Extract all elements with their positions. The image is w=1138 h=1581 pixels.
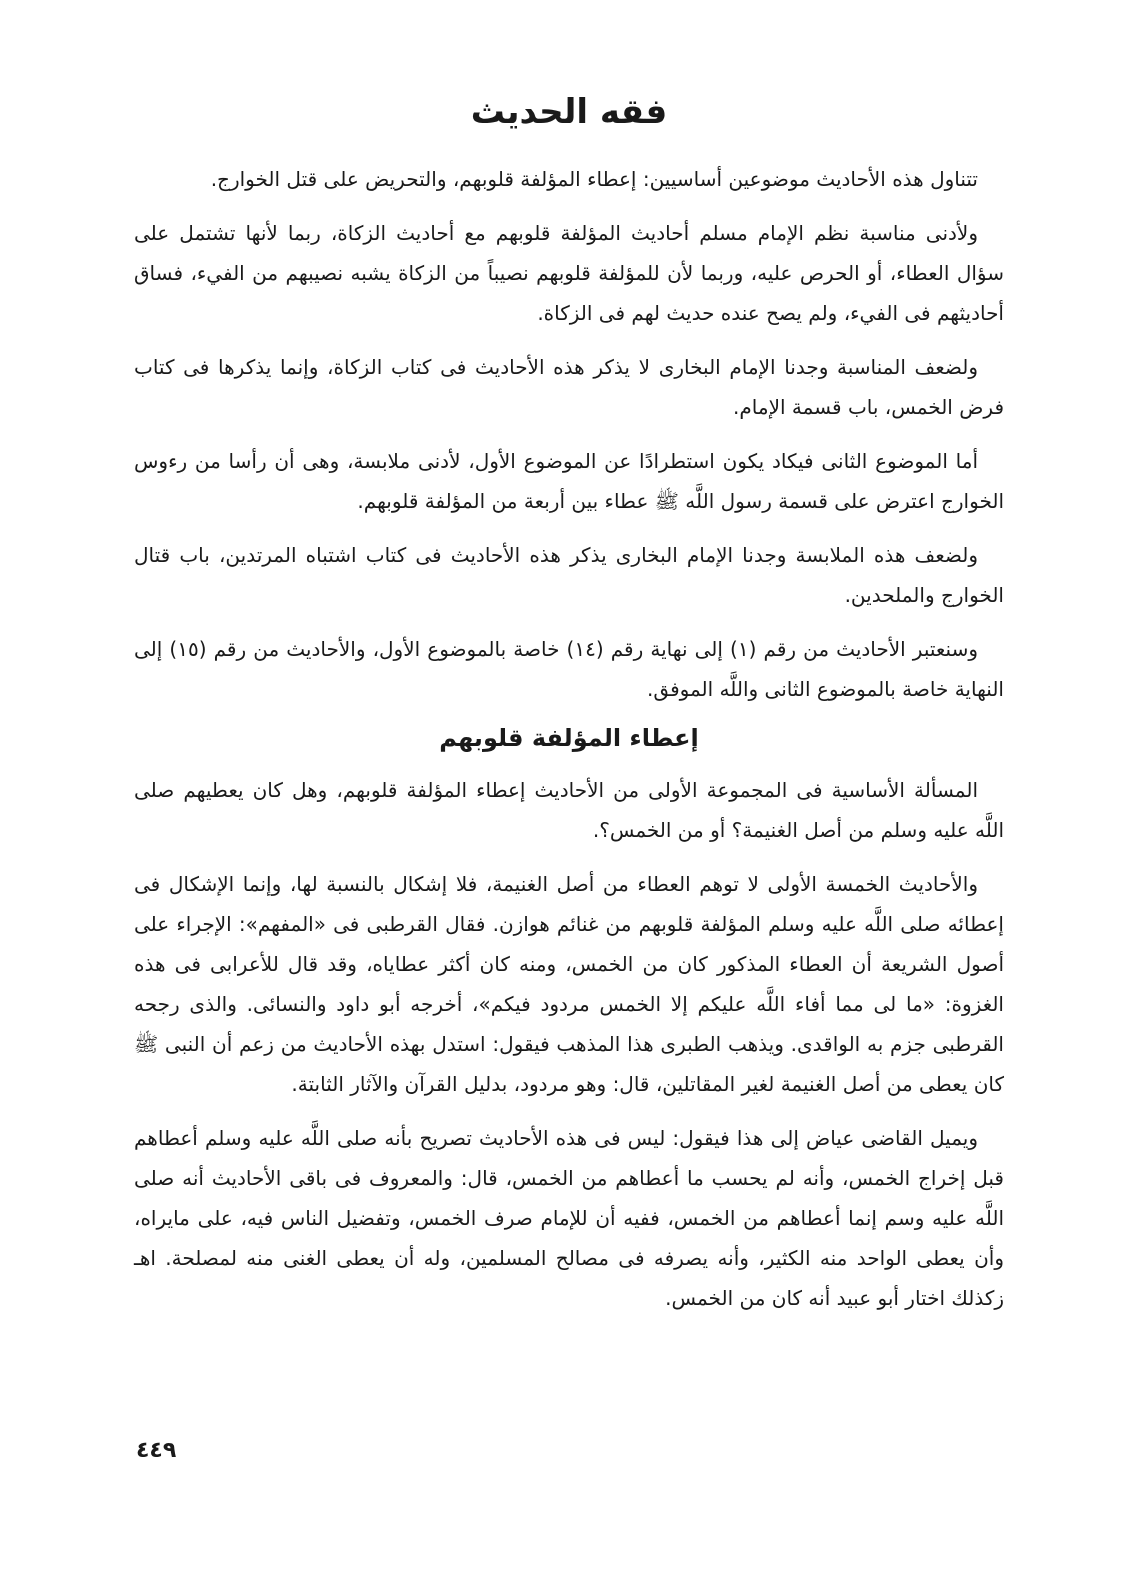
paragraph-qadi-iyad: ويميل القاضى عياض إلى هذا فيقول: ليس فى هذه الأحاديث تصريح بأنه صلى اللَّه عليه وسلم أعطاهم قبل إخراج الخمس، وأنه لم يحسب ما أعطاهم من الخمس، قال: والمعروف فى باقى الأحاديث أنه صلى اللَّه عليه وسم إنما أعطاهم من الخمس، ففيه أن للإمام صرف الخمس، وتفضيل الناس فيه، على مايراه، وأن يعطى الواحد منه الكثير، وأنه يصرفه فى مصالح المسلمين، وله أن يعطى الغنى منه لمصلحة. اهـ زكذلك اختار أبو عبيد أنه كان من الخمس. xyxy=(134,1125,1004,1310)
page-title: فقه الحديث xyxy=(470,92,668,132)
paragraph-zakat-relation: ولأدنى مناسبة نظم الإمام مسلم أحاديث المؤلفة قلوبهم مع أحاديث الزكاة، ربما لأنها تشتمل على سؤال العطاء، أو الحرص عليه، وربما لأن للمؤلفة قلوبهم نصيباً من الزكاة يشبه نصيبهم من الفيء، فساق أحاديثهم فى الفيء، ولم يصح عنده حديث لهم فى الزكاة. xyxy=(134,220,1004,325)
paragraph-topics: تتناول هذه الأحاديث موضوعين أساسيين: إعطاء المؤلفة قلوبهم، والتحريض على قتل الخوارج. xyxy=(210,166,978,191)
paragraph-bukhari-murtaddin: ولضعف هذه الملابسة وجدنا الإمام البخارى يذكر هذه الأحاديث فى كتاب اشتباه المرتدين، باب قتال الخوارج والملحدين. xyxy=(134,542,1004,607)
paragraph-second-topic: أما الموضوع الثانى فيكاد يكون استطرادًا عن الموضوع الأول، لأدنى ملابسة، وهى أن رأسا من رءوس الخوارج اعترض على قسمة رسول اللَّه ﷺ عطاء بين أربعة من المؤلفة قلوبهم. xyxy=(134,448,1004,513)
section-title: إعطاء المؤلفة قلوبهم xyxy=(439,723,699,752)
paragraph-numbering: وسنعتبر الأحاديث من رقم (١) إلى نهاية رقم (١٤) خاصة بالموضوع الأول، والأحاديث من رقم (١٥) إلى النهاية خاصة بالموضوع الثانى واللَّه الموفق. xyxy=(134,636,1004,701)
paragraph-qurtubi: والأحاديث الخمسة الأولى لا توهم العطاء من أصل الغنيمة، فلا إشكال بالنسبة لها، وإنما الإشكال فى إعطائه صلى اللَّه عليه وسلم المؤلفة قلوبهم من غنائم هوازن. فقال القرطبى فى «المفهم»: الإجراء على أصول الشريعة أن العطاء المذكور كان من الخمس، ومنه كان أكثر عطاياه، وقد قال للأعرابى فى هذه الغزوة: «ما لى مما أفاء اللَّه عليكم إلا الخمس مردود فيكم»، أخرجه أبو داود والنسائى. والذى رجحه القرطبى جزم به الواقدى. ويذهب الطبرى هذا المذهب فيقول: استدل بهذه الأحاديث من زعم أن النبى ﷺ كان يعطى من أصل الغنيمة لغير المقاتلين، قال: وهو مردود، بدليل القرآن والآثار الثابتة. xyxy=(134,871,1004,1096)
page-number: ٤٤٩ xyxy=(136,1438,177,1463)
paragraph-bukhari-khums: ولضعف المناسبة وجدنا الإمام البخارى لا يذكر هذه الأحاديث فى كتاب الزكاة، وإنما يذكرها فى كتاب فرض الخمس، باب قسمة الإمام. xyxy=(134,354,1004,419)
paragraph-main-question: المسألة الأساسية فى المجموعة الأولى من الأحاديث إعطاء المؤلفة قلوبهم، وهل كان يعطيهم صلى اللَّه عليه وسلم من أصل الغنيمة؟ أو من الخمس؟. xyxy=(134,777,1004,842)
